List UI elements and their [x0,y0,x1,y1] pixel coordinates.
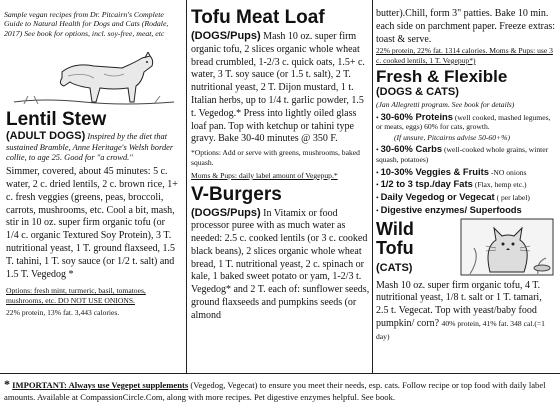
wild-tofu-text [376,280,556,344]
lentil-subtitle-note: Inspired by the diet that sustained Bramble, Anne Heritage's Welsh border collie, to age 25. Good for "a crowd." [6,131,174,163]
bullet-dot: • [376,112,381,122]
bullet-note: ( per label) [496,193,530,203]
wild-tofu-body: Mash 10 oz. super firm organic tofu, 4 T. nutritional yeast, 1/8 t. salt or 1 T. tamari, 2.5 t. Vegecat. Top with yeast/baby food pumpkin/ corn? [376,279,542,330]
bullet-note: (well cooked, mashed legumes, or meats, eggs) 60% for cats, growth. [376,112,551,132]
tofu-meat-loaf-text [191,29,370,146]
bullet-note: -NO onions [490,167,527,177]
bullet-item [376,204,556,216]
bullet-dot: • [376,145,381,155]
lentil-stats: 22% protein, 13% fat. 3,443 calories. [6,308,120,318]
bullet-item [376,166,556,178]
bullet-note: (If unsure, Pitcairns advise 50-60+%) [394,132,510,142]
bullet-dot: • [376,193,381,203]
v-burgers-title: V-Burgers [191,183,282,205]
column-divider-2 [372,0,373,373]
bullet-dot: • [376,180,381,190]
bullet-item [376,133,556,142]
lentil-stew-title: Lentil Stew [6,109,107,130]
lentil-subtitle: (ADULT DOGS) [6,129,86,142]
v-burgers-subtitle: (DOGS/Pups) [191,206,261,219]
v-burgers-continued: butter).Chill, form 3" patties. Bake 10 min. each side on parchment paper. Freeze extras: toast & serve. [376,8,556,45]
bullet-main: 30-60% Carbs [380,143,443,155]
tofu-moms-pups: Moms & Pups: daily label amount of Vegepup.* [191,171,338,181]
column-divider-1 [186,0,187,373]
cat-illustration [460,218,554,276]
footer-important: IMPORTANT: Always use Vegepet supplements [12,380,189,390]
bullet-item [376,191,556,203]
lentil-options: Options: fresh mint, turmeric, basil, tomatoes, mushrooms, etc. DO NOT USE ONIONS. [6,286,146,305]
wild-tofu-title: Wild Tofu [376,218,414,258]
wild-tofu-stats: 40% protein, 41% fat. 348 cal.(=1 day) [376,319,545,341]
dog-drawing [4,52,179,108]
bullet-dot: • [376,205,381,215]
fresh-flexible-subtitle: (DOGS & CATS) [376,86,459,99]
bullet-main: Daily Vegedog or Vegecat [380,191,495,203]
bullet-main: 30-60% Proteins [380,110,453,122]
tofu-options: *Options: Add or serve with greens, mushrooms, baked squash. [191,148,360,167]
v-burgers-text [191,206,370,323]
bullet-dot: • [376,167,381,177]
tofu-body: Mash 10 oz. super firm organic tofu, 2 slices organic whole wheat bread crumbled, 1-2/3 c. quick oats, 1.5+ c. water, 3 T. soy sauce (or 1.5 t. salt), 2 T. nutritional yeast, 2 T. Dijon mustard, 1 t. Italian herbs, up to 1/4 t. garlic powder, 1.5 t. Vegedog.* Press into lightly oiled glass loaf pan. Top with ketchup or tahini type gravy. Bake 30-40 minutes @ 350 F. [191,30,365,145]
lentil-stew-body: Simmer, covered, about 45 minutes: 5 c. water, 2 c. dried lentils, 2 c. brown rice, 1+ c. fresh veggies (greens, peas, broccoli, carrots, mushrooms, etc. Cool a bit, mash, stir in 10 oz. super firm organic tofu (or 1/4 c. organic Textured Soy Protein), 3 T. nutritional yeast, 1 T. ground flaxseed, 1.5 T. tahini, 1 T. soy sauce (or 1/2 t. salt) and 1.5 T. Vegedog * [6,166,178,280]
bullet-item [376,143,556,164]
lentil-stew-column [0,0,183,373]
bullet-item [376,178,556,190]
bullet-note: (Flax, hemp etc.) [474,180,527,190]
footer-divider [0,373,560,374]
bullet-main: 10-30% Veggies & Fruits [380,165,489,177]
fresh-flexible-column [376,0,556,373]
tofu-subtitle: (DOGS/Pups) [191,29,261,42]
lentil-subtitle-line [6,130,179,163]
wild-tofu-header [376,218,556,278]
footer-star: * [4,377,10,391]
intro-text: Sample vegan recipes from Dr. Pitcairn's Complete Guide to Natural Health for Dogs and Cats (Rodale, 2017) See book for options, incl. soy-free, meat, etc [4,10,169,38]
tofu-meat-loaf-column [191,0,370,373]
bullet-item [376,111,556,132]
v-burgers-stats: 22% protein, 22% fat. 1314 calories. Moms & Pups: use 3 c. cooked lentils, 1 T. Vegepup*) [376,46,553,65]
v-burgers-body: In Vitamix or food processor puree with as much water as needed: 2.5 c. cooked lentils (or 3 c. cooked black beans), 2 slices organic whole wheat bread, 1 T. nutritional yeast, 2 c. spinach or kale, 1 baked sweet potato or yam, 1-2/3 t. Vegedog* and 2 T. each of: sunflower seeds, ground flaxseeds and pumpkins seeds (or almond [191,207,370,321]
bullet-main: 1/2 to 3 tsp./day Fats [380,178,473,190]
footer-rest: (Vegedog, Vegecat) to ensure you meet their needs, esp. cats. Follow recipe or top food with daily label amounts. Available at CompassionCircle.Com, along with more recipes. Pet digestive enzymes helpful. See book. [4,380,546,402]
bullet-list [376,111,556,216]
footer-note [4,377,556,403]
fresh-flexible-credit: (Jan Allegretti program. See book for details) [376,100,515,110]
fresh-flexible-title: Fresh & Flexible [376,67,508,87]
bullet-note: (well-cooked whole grains, winter squash, potatoes) [376,145,549,165]
tofu-meat-loaf-title: Tofu Meat Loaf [191,7,325,28]
dog-illustration [4,52,179,108]
wild-tofu-subtitle: (CATS) [376,261,413,274]
bullet-main: Digestive enzymes/ Superfoods [380,203,522,215]
